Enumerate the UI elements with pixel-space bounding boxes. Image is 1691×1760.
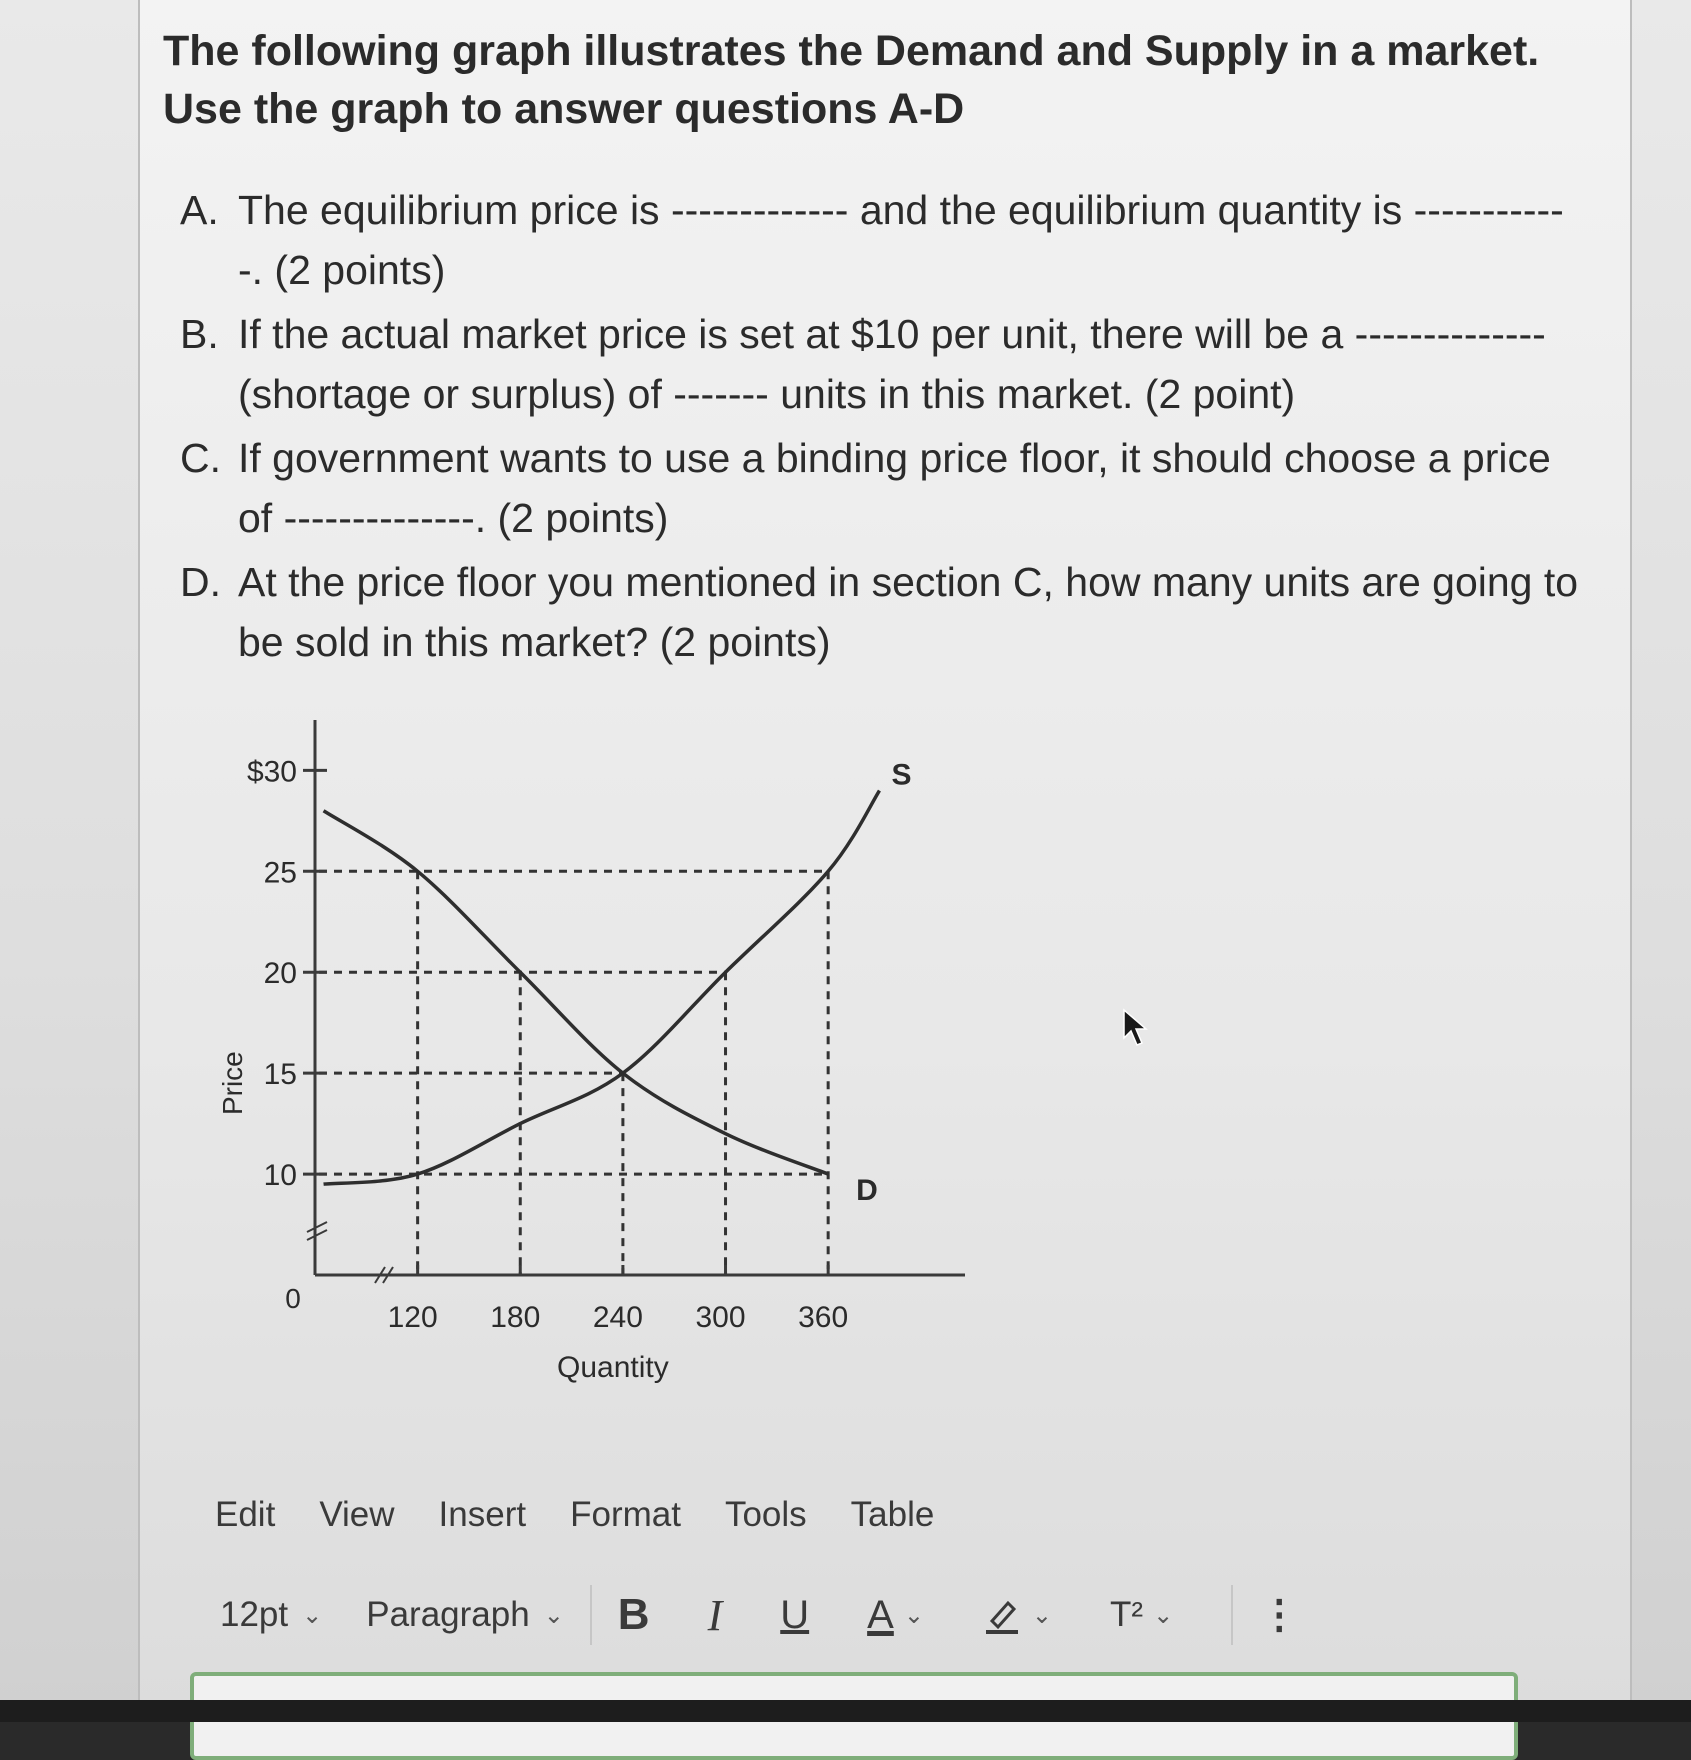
question-b-marker: B.	[180, 311, 219, 357]
bold-button[interactable]: B	[617, 1590, 650, 1639]
question-b	[180, 304, 1580, 424]
chevron-down-icon: ⌄	[302, 1601, 323, 1629]
y-tick-label: 25	[263, 856, 297, 890]
x-tick-label: 180	[490, 1301, 541, 1334]
question-b-text: If the actual market price is set at $10 per unit, there will be a -------------- (shortage or surplus) of ------- units in this market. (2 point)	[238, 311, 1546, 417]
font-size-select[interactable]	[220, 1595, 322, 1635]
question-d	[180, 552, 1580, 672]
menu-edit[interactable]: Edit	[215, 1495, 276, 1534]
question-a-text: The equilibrium price is ------------- and the equilibrium quantity is ------------. (2 points)	[238, 187, 1564, 293]
chevron-down-icon: ⌄	[903, 1601, 924, 1629]
superscript-button[interactable]	[1110, 1595, 1173, 1635]
text-color-icon: A	[867, 1592, 894, 1637]
y-tick-label: 20	[263, 957, 297, 991]
menu-table[interactable]: Table	[850, 1495, 935, 1534]
underline-button[interactable]: U	[780, 1592, 810, 1637]
italic-button[interactable]: I	[707, 1590, 723, 1640]
supply-curve-label: S	[891, 758, 912, 792]
menu-format[interactable]: Format	[570, 1495, 681, 1534]
block-format-select[interactable]	[366, 1595, 564, 1635]
editor-menubar	[215, 1495, 934, 1555]
y-axis-label: Price	[217, 1051, 248, 1116]
question-a-marker: A.	[180, 187, 219, 233]
toolbar-divider	[1231, 1585, 1233, 1645]
menu-tools[interactable]: Tools	[724, 1495, 807, 1534]
x-axis-label: Quantity	[557, 1351, 669, 1384]
origin-label: 0	[285, 1283, 301, 1314]
monitor-bezel	[0, 1700, 1691, 1722]
more-options-button[interactable]: ⋮	[1259, 1593, 1300, 1637]
block-format-value: Paragraph	[366, 1595, 530, 1634]
toolbar-divider	[590, 1585, 592, 1645]
question-list	[180, 180, 1580, 676]
font-size-value: 12pt	[220, 1595, 289, 1634]
menu-insert[interactable]: Insert	[438, 1495, 527, 1534]
question-title: The following graph illustrates the Demand and Supply in a market. Use the graph to answer questions A-D	[163, 27, 1540, 133]
chevron-down-icon: ⌄	[543, 1601, 564, 1629]
mouse-pointer-icon	[1122, 1008, 1152, 1050]
text-color-button[interactable]	[867, 1593, 924, 1638]
x-tick-label: 360	[798, 1301, 849, 1334]
x-tick-label: 120	[387, 1301, 438, 1334]
superscript-icon: T²	[1110, 1595, 1144, 1634]
question-c-marker: C.	[180, 435, 221, 481]
highlight-button[interactable]	[982, 1595, 1052, 1635]
chevron-down-icon: ⌄	[1031, 1601, 1053, 1629]
demand-curve	[324, 811, 829, 1174]
demand-curve-label: D	[856, 1174, 878, 1208]
chevron-down-icon: ⌄	[1153, 1601, 1174, 1629]
supply-demand-chart	[200, 720, 980, 1400]
y-tick-label: 10	[263, 1159, 297, 1193]
y-tick-label: $30	[246, 755, 297, 789]
chart-svg	[200, 720, 980, 1400]
editor-toolbar	[220, 1585, 1460, 1645]
question-d-text: At the price floor you mentioned in section C, how many units are going to be sold in this market? (2 points)	[238, 559, 1579, 665]
y-axis-break-mark	[307, 1222, 327, 1240]
question-c	[180, 428, 1580, 548]
question-d-marker: D.	[180, 559, 221, 605]
highlighter-icon	[982, 1595, 1022, 1635]
x-tick-label: 240	[592, 1301, 643, 1334]
supply-curve	[324, 791, 880, 1185]
question-a	[180, 180, 1580, 300]
menu-view[interactable]: View	[319, 1495, 395, 1534]
x-tick-label: 300	[695, 1301, 746, 1334]
y-tick-label: 15	[263, 1058, 297, 1092]
question-c-text: If government wants to use a binding price floor, it should choose a price of --------------. (2 points)	[238, 435, 1551, 541]
